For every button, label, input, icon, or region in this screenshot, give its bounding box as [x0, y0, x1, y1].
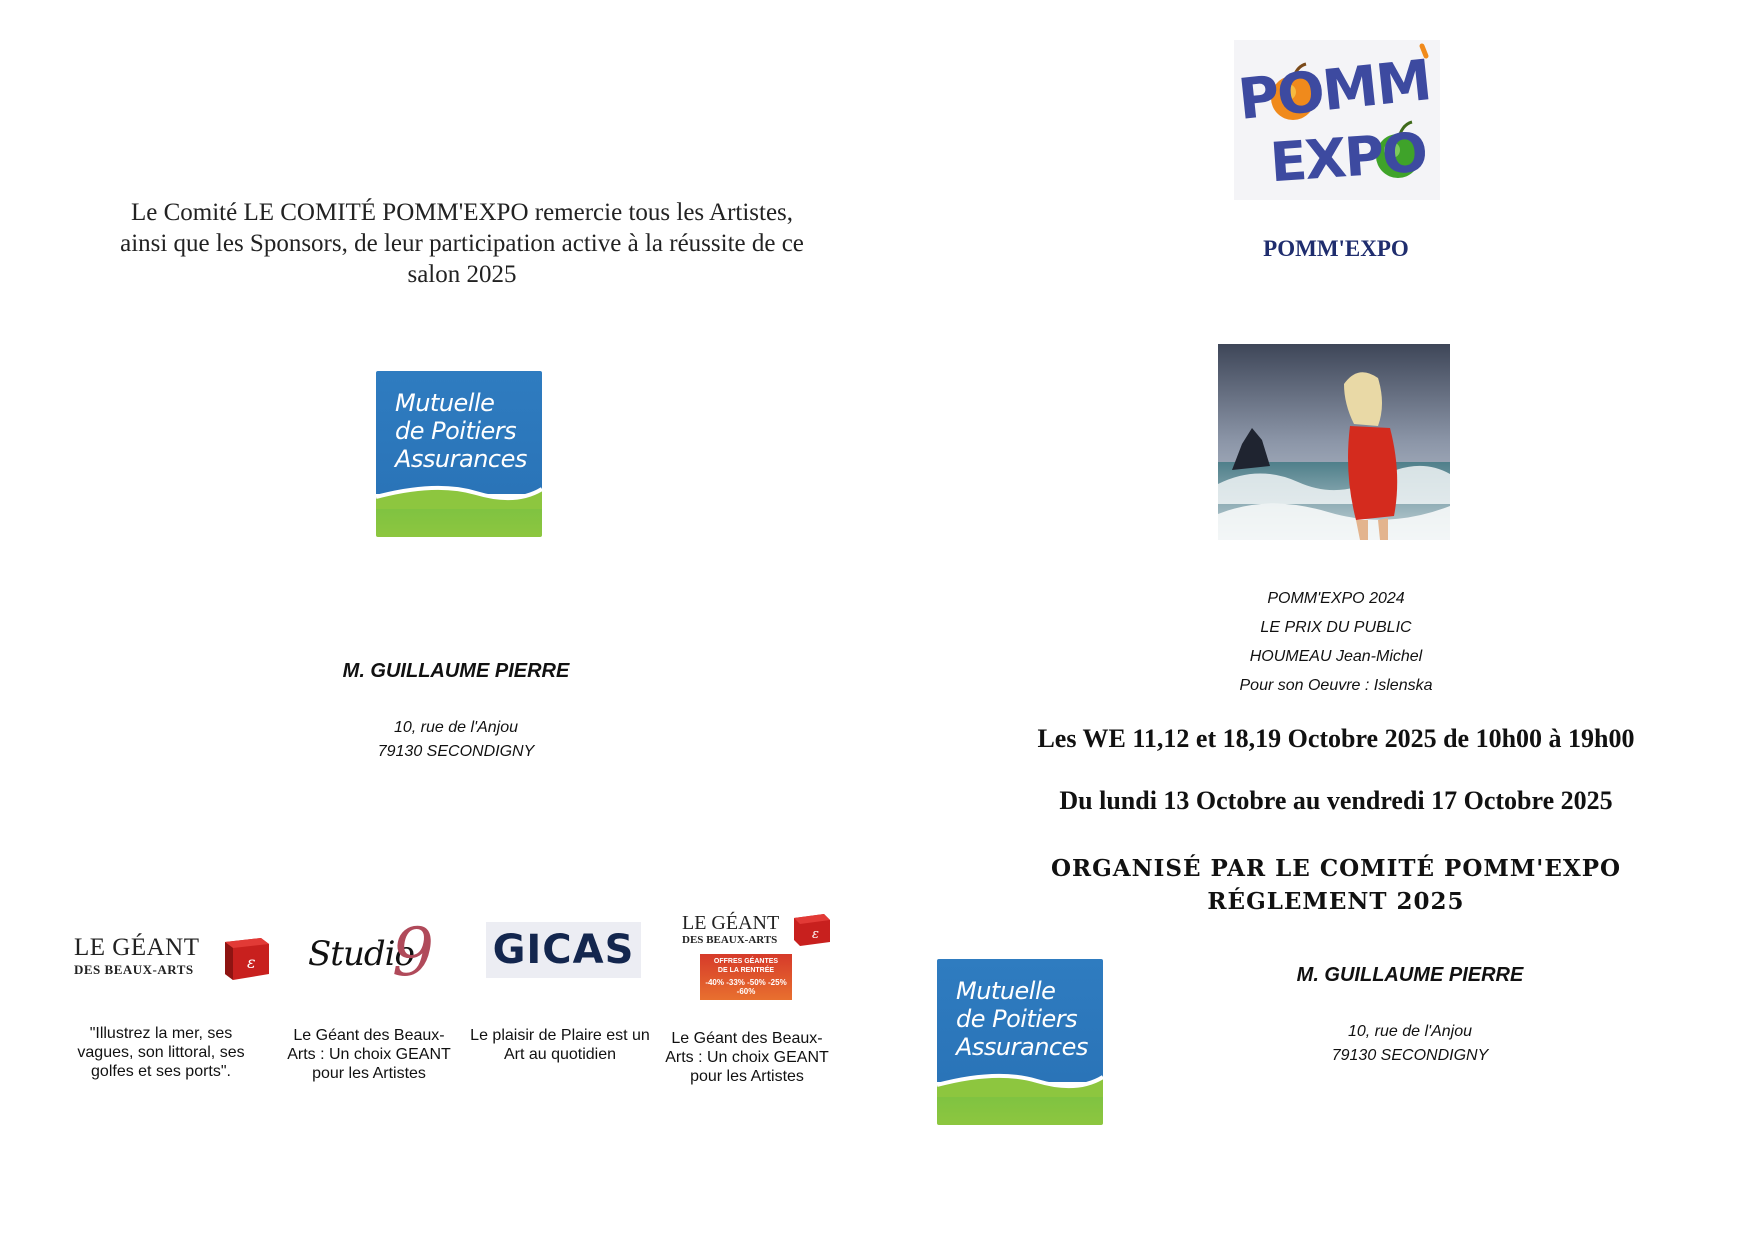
- sponsor-name-right: M. GUILLAUME PIERRE: [1296, 964, 1524, 986]
- red-cube-icon: [790, 912, 830, 948]
- pommexpo-title: POMM'EXPO: [1263, 236, 1409, 261]
- red-cube-icon: [217, 934, 269, 982]
- mutuelle-logo-text: Mutuelle de Poitiers Assurances: [395, 389, 527, 473]
- partner-caption-1: "Illustrez la mer, ses vagues, son littoral, ses golfes et ses ports".: [77, 1025, 245, 1080]
- legeant-logo-1: LE GÉANT DES BEAUX-ARTS ε: [74, 934, 269, 982]
- dates-week: Du lundi 13 Octobre au vendredi 17 Octobre 2025: [1059, 786, 1613, 815]
- legeant-logo-2: LE GÉANT DES BEAUX-ARTS ε OFFRES GÉANTES DE LA RENTRÉE -40% -33% -50% -25% -60%: [680, 912, 830, 1002]
- partner-caption-3: Le plaisir de Plaire est un Art au quotidien: [470, 1027, 650, 1063]
- partner-caption-2: Le Géant des Beaux-Arts : Un choix GEANT pour les Artistes: [287, 1027, 451, 1082]
- offer-banner: OFFRES GÉANTES DE LA RENTRÉE -40% -33% -50% -25% -60%: [700, 954, 792, 1000]
- wave-shape: [376, 479, 542, 509]
- mutuelle-logo-right: [937, 959, 1103, 1125]
- thanks-text: Le Comité LE COMITÉ POMM'EXPO remercie tous les Artistes, ainsi que les Sponsors, de leur participation active à la réussite de ce salon 2025: [120, 199, 804, 288]
- painting-art: [1218, 344, 1450, 540]
- address-right: 10, rue de l'Anjou 79130 SECONDIGNY: [1331, 1023, 1489, 1064]
- svg-text:ε: ε: [812, 927, 819, 942]
- mutuelle-logo-text: Mutuelle de Poitiers Assurances: [956, 977, 1088, 1061]
- winning-painting: [1218, 344, 1450, 540]
- pommexpo-logo: POMM EXPO: [1234, 40, 1440, 200]
- address-left: 10, rue de l'Anjou 79130 SECONDIGNY: [377, 719, 535, 760]
- wave-shape: [937, 1067, 1103, 1097]
- prize-text: POMM'EXPO 2024 LE PRIX DU PUBLIC HOUMEAU Jean-Michel Pour son Oeuvre : Islenska: [1239, 590, 1433, 694]
- mutuelle-logo-left: [376, 371, 542, 537]
- gicas-logo: GICAS: [486, 922, 641, 978]
- studio9-logo: Studio 9: [308, 914, 434, 991]
- svg-text:ε: ε: [247, 953, 256, 972]
- sponsor-name-left: M. GUILLAUME PIERRE: [342, 660, 570, 682]
- organizer-text: ORGANISÉ PAR LE COMITÉ POMM'EXPO RÉGLEMENT 2025: [1050, 855, 1622, 915]
- partner-caption-4: Le Géant des Beaux-Arts : Un choix GEANT pour les Artistes: [665, 1030, 829, 1085]
- dates-weekend: Les WE 11,12 et 18,19 Octobre 2025 de 10h00 à 19h00: [1037, 724, 1635, 753]
